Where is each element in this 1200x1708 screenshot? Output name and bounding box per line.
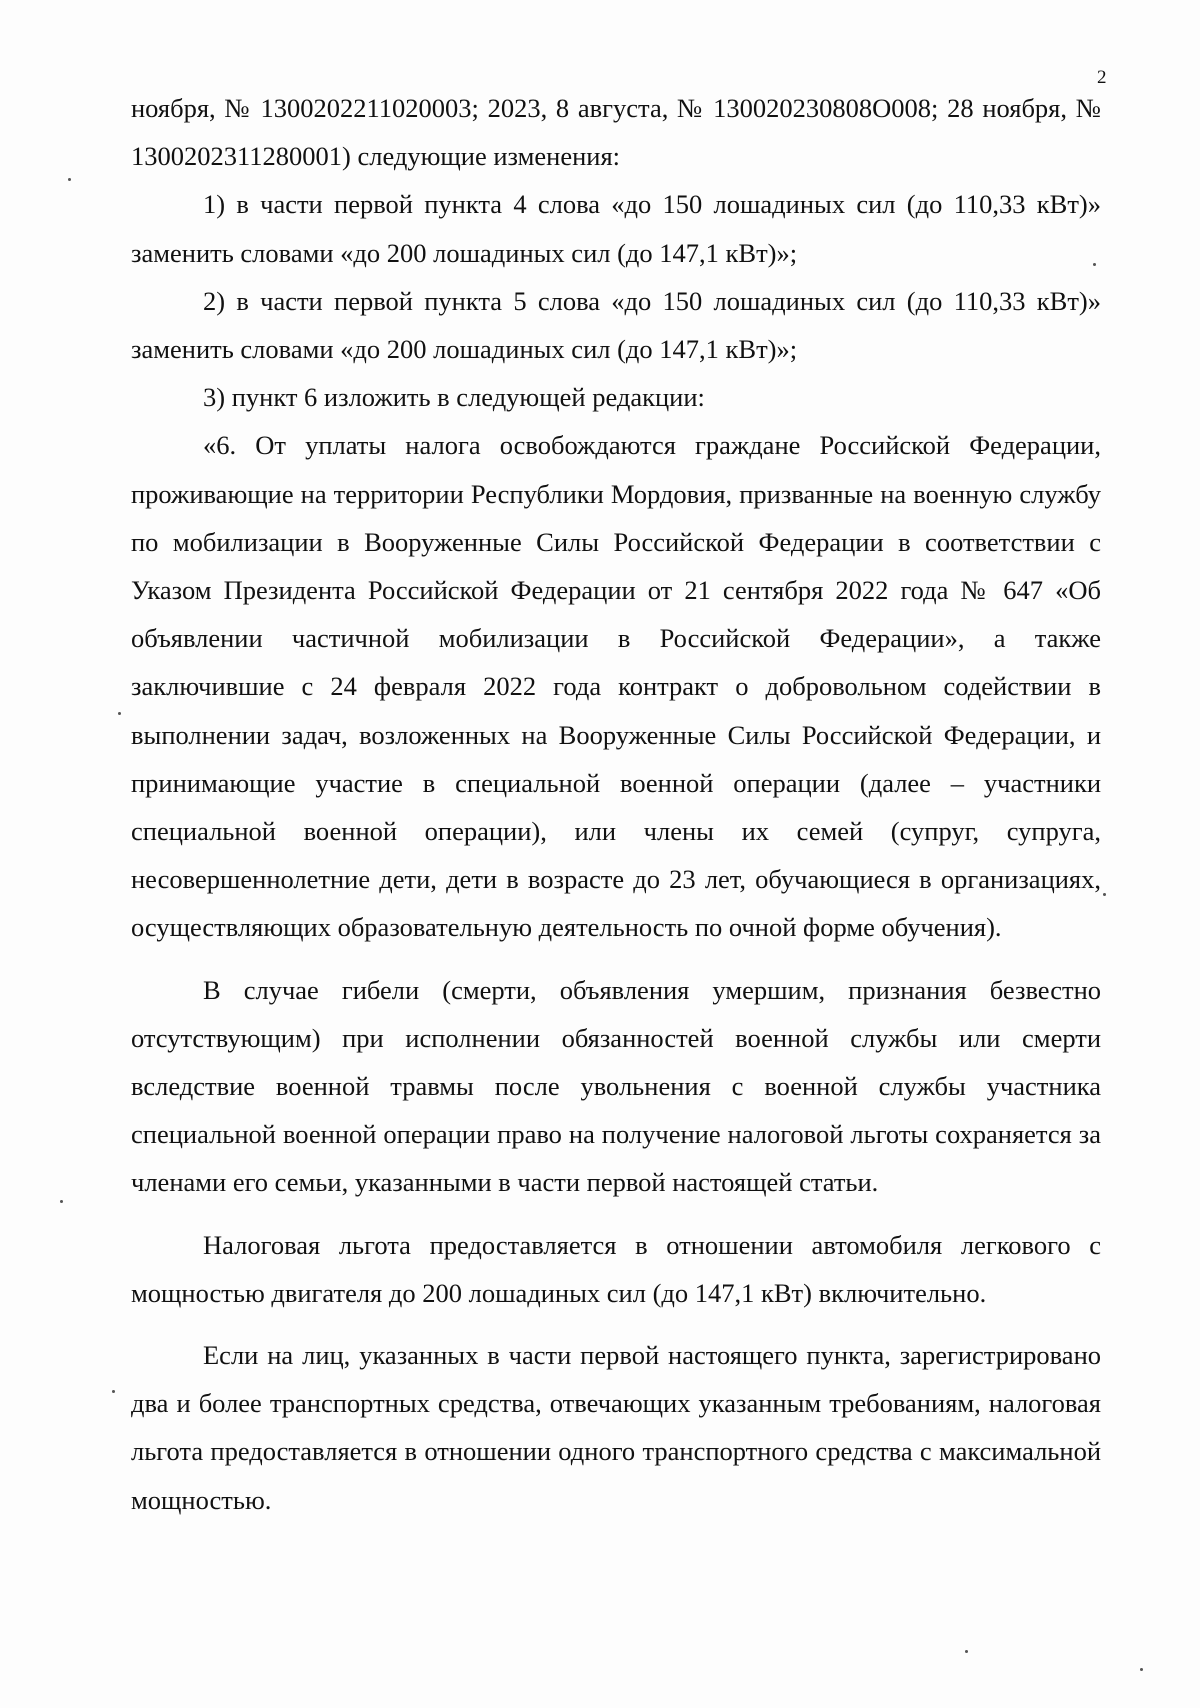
paragraph-death-case: В случае гибели (смерти, объявления умершим, признания безвестно отсутствующим) при исполнении обязанностей военной службы или смерти вследствие военной травмы после увольнения с военной службы участника специальной военной операции право на получение налоговой льготы сохраняется за членами его семьи, указанными в части первой настоящей статьи. — [131, 974, 1101, 1198]
scan-speck — [1093, 263, 1096, 266]
scan-speck — [1103, 893, 1106, 896]
paragraph-multiple-vehicles: Если на лиц, указанных в части первой настоящего пункта, зарегистрировано два и более транспортных средства, отвечающих указанным требованиям, налоговая льгота предоставляется в отношении одного транспортного средства с максимальной мощностью. — [131, 1340, 1101, 1515]
scan-speck — [60, 1200, 63, 1203]
list-item-1: 1) в части первой пункта 4 слова «до 150 лошадиных сил (до 110,33 кВт)» заменить словами «до 200 лошадиных сил (до 147,1 кВт)»; — [131, 189, 1101, 268]
scan-speck — [1140, 1668, 1143, 1671]
scan-speck — [118, 712, 121, 715]
scan-speck — [965, 1650, 968, 1653]
list-item-3: 3) пункт 6 изложить в следующей редакции: — [203, 382, 705, 413]
paragraph-benefit-car: Налоговая льгота предоставляется в отношении автомобиля легкового с мощностью двигателя до 200 лошадиных сил (до 147,1 кВт) включительно. — [131, 1229, 1101, 1308]
scan-speck — [112, 1390, 115, 1393]
document-body — [131, 84, 1101, 1524]
paragraph-intro: ноября, № 1300202211020003; 2023, 8 августа, № 130020230808О008; 28 ноября, № 1300202311280001) следующие изменения: — [131, 93, 1101, 172]
list-item-2: 2) в части первой пункта 5 слова «до 150 лошадиных сил (до 110,33 кВт)» заменить словами «до 200 лошадиных сил (до 147,1 кВт)»; — [131, 285, 1101, 365]
scan-speck — [68, 178, 71, 181]
paragraph-point-6: «6. От уплаты налога освобождаются граждане Российской Федерации, проживающие на территории Республики Мордовия, призванные на военную службу по мобилизации в Вооруженные Силы Российской Федерации в соответствии с Указом Президента Российской Федерации от 21 сентября 2022 года № 647 «Об объявлении частичной мобилизации в Российской Федерации», а также заключившие с 24 февраля 2022 года контракт о добровольном содействии в выполнении задач, возложенных на Вооруженные Силы Российской Федерации, и принимающие участие в специальной военной операции (далее – участники специальной военной операции), или члены их семей (супруг, супруга, несовершеннолетние дети, дети в возрасте до 23 лет, обучающиеся в организациях, осуществляющих образовательную деятельность по очной форме обучения). — [131, 430, 1101, 943]
page-number: 2 — [1097, 67, 1107, 88]
